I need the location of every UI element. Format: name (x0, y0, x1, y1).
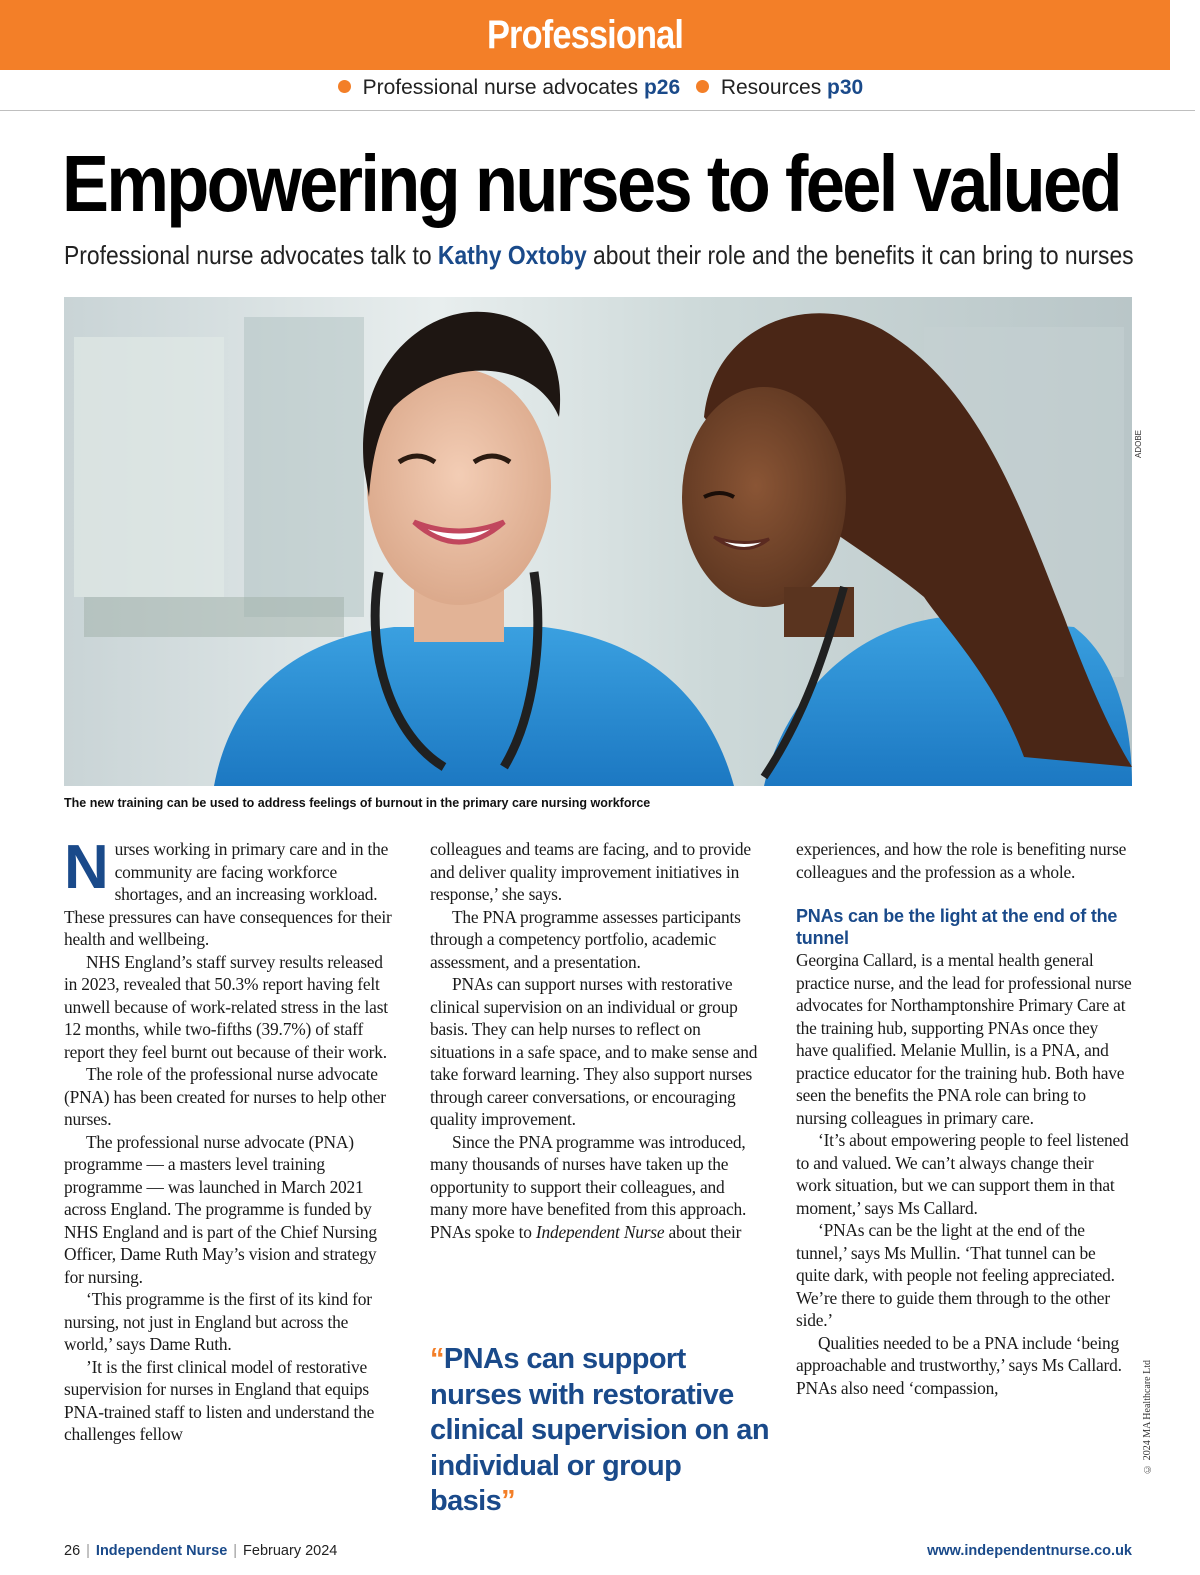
section-nav (0, 76, 1195, 100)
paragraph: ‘It’s about empowering people to feel listened to and valued. We can’t always change their work situation, but we can support them in that moment,’ says Ms Callard. (796, 1130, 1129, 1218)
drop-cap: N (64, 833, 109, 902)
author-name: Kathy Oxtoby (437, 240, 587, 270)
brand-name-b: Nurse (186, 1543, 228, 1559)
section-title: Professional (486, 13, 684, 57)
paragraph: The professional nurse advocate (PNA) programme — a masters level training programme — was launched in March 2021 across England. The programme is funded by NHS England and is part of the Chief Nursing Officer, Dame Ruth May’s vision and strategy for nursing. (64, 1131, 377, 1287)
nurses-photo-illustration (64, 297, 1132, 786)
photo-caption: The new training can be used to address feelings of burnout in the primary care nursing workforce (64, 796, 651, 810)
nav-link-pna[interactable]: Professional nurse advocates p26 (362, 76, 681, 99)
divider (0, 110, 1195, 111)
paragraph: Nurses working in primary care and in the community are facing workforce shortages, and an increasing workload. These pressures can have consequences for their health and wellbeing. (64, 833, 392, 949)
paragraph: PNAs can support nurses with restorative clinical supervision on an individual or group basis. They can help nurses to reflect on situations in a safe space, and to make sense and take forward learning. They also support nurses through career conversations, or encouraging quality improvement. (430, 974, 758, 1129)
article-standfirst: Professional nurse advocates talk to Kathy Oxtoby about their role and the benefits it can bring to nurses (64, 240, 1134, 270)
page-number: 26 (64, 1543, 81, 1559)
website-link[interactable]: www.independentnurse.co.uk (927, 1543, 1132, 1559)
paragraph: Georgina Callard, is a mental health general practice nurse, and the lead for professional nurse advocates for Northamptonshire Primary Care at the training hub, supporting PNAs once they have qualified. Melanie Mullin, is a PNA, and practice educator for the training hub. Both have seen the benefits the PNA role can bring to nursing colleagues in primary care. (796, 950, 1132, 1128)
paragraph: ‘PNAs can be the light at the end of the tunnel,’ says Ms Mullin. ‘That tunnel can be quite dark, with people not feeling appreciated. We’re there to guide them through to the other side.’ (796, 1220, 1115, 1330)
publication-name: Independent Nurse (535, 1221, 665, 1242)
photo-credit: ADOBE (1134, 430, 1143, 459)
close-quote-icon: ” (501, 1485, 516, 1517)
bullet-dot-icon (338, 80, 351, 93)
nav-link-resources[interactable]: Resources p30 (720, 76, 864, 99)
paragraph: NHS England’s staff survey results released in 2023, revealed that 50.3% report having felt unwell because of work-related stress in the last 12 months, while two-fifths (39.7%) of staff report they feel burnt out because of their work. (64, 951, 388, 1062)
article-headline: Empowering nurses to feel valued (62, 139, 1120, 228)
paragraph: The PNA programme assesses participants through a competency portfolio, academic assessment, and a presentation. (430, 906, 741, 972)
brand-name-a: Independent (95, 1543, 183, 1559)
copyright-notice: © 2024 MA Healthcare Ltd (1142, 1360, 1153, 1474)
section-subhead: PNAs can be the light at the end of the tunnel (796, 906, 1118, 948)
bullet-dot-icon (696, 80, 709, 93)
paragraph: ‘This programme is the first of its kind for nursing, not just in England but across the world,’ says Dame Ruth. (64, 1289, 372, 1354)
paragraph: experiences, and how the role is benefiting nurse colleagues and the profession as a whole. (796, 839, 1127, 882)
page-footer: 26 | Independent Nurse | February 2024 www.independentnurse.co.uk (64, 1543, 1132, 1559)
issue-date: February 2024 (243, 1543, 338, 1559)
article-column-2 (430, 838, 766, 1243)
open-quote-icon: “ (430, 1343, 444, 1375)
paragraph: Since the PNA programme was introduced, many thousands of nurses have taken up the opportunity to support their colleagues, and many more have benefited from this approach. PNAs spoke to Independent Nurse about their (430, 1131, 747, 1242)
paragraph: ’It is the first clinical model of restorative supervision for nurses in England that equips PNA-trained staff to listen and understand the challenges fellow (64, 1356, 375, 1444)
paragraph: Qualities needed to be a PNA include ‘being approachable and trustworthy,’ says Ms Callard. PNAs also need ‘compassion, (796, 1332, 1122, 1398)
article-column-3 (796, 838, 1132, 1399)
section-banner (0, 0, 1170, 70)
pull-quote: “PNAs can support nurses with restorative clinical supervision on an individual or group basis” (430, 1343, 769, 1517)
paragraph: colleagues and teams are facing, and to provide and deliver quality improvement initiatives in response,’ she says. (430, 839, 751, 904)
paragraph: The role of the professional nurse advocate (PNA) has been created for nurses to help other nurses. (64, 1064, 386, 1129)
article-photo (64, 297, 1132, 786)
article-column-1 (64, 833, 400, 1446)
